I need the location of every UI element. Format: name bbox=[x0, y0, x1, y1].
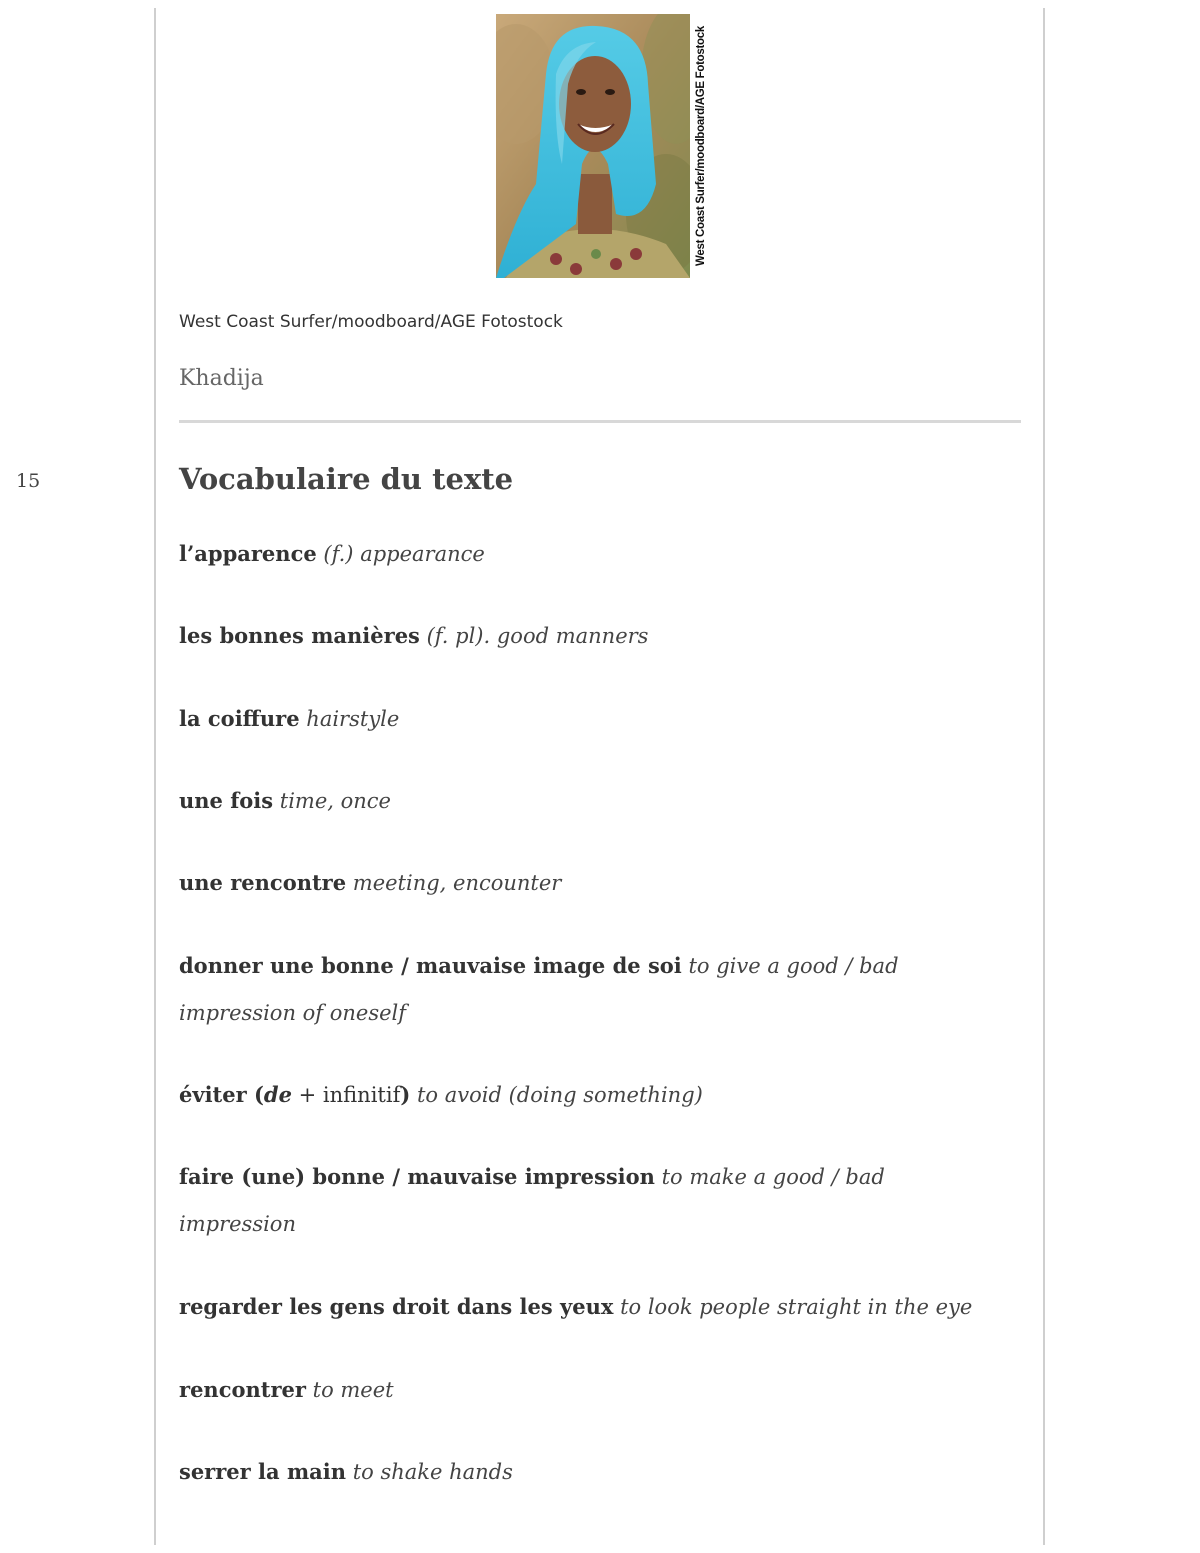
vocab-term: les bonnes manières bbox=[179, 623, 420, 648]
vocab-gloss: to avoid (doing something) bbox=[416, 1083, 703, 1107]
vocab-item bbox=[179, 942, 939, 1037]
vocab-gloss: to meet bbox=[312, 1378, 394, 1402]
vocab-term: regarder les gens droit dans les yeux bbox=[179, 1294, 614, 1319]
vocab-item bbox=[179, 777, 1021, 825]
vocab-term: rencontrer bbox=[179, 1377, 306, 1402]
vocab-item bbox=[179, 530, 1021, 578]
vocab-tag: (f. pl). bbox=[426, 624, 491, 648]
vocab-item bbox=[179, 1283, 1021, 1331]
vocab-term: une rencontre bbox=[179, 870, 347, 895]
vocab-gloss: hairstyle bbox=[306, 707, 400, 731]
vocab-term: l’apparence bbox=[179, 541, 317, 566]
vocab-term: une fois bbox=[179, 788, 274, 813]
vocab-term: faire (une) bonne / mauvaise impression bbox=[179, 1164, 655, 1189]
section-heading: Vocabulaire du texte bbox=[179, 462, 514, 496]
person-name: Khadija bbox=[179, 366, 264, 391]
vocab-gloss: to make a good / bad impression bbox=[179, 1165, 885, 1236]
vocab-gloss: to shake hands bbox=[352, 1460, 513, 1484]
portrait-photo bbox=[496, 14, 690, 278]
vocab-gloss: time, once bbox=[279, 789, 391, 813]
vocab-gloss: appearance bbox=[360, 542, 485, 566]
vocab-item bbox=[179, 1071, 1021, 1119]
portrait-figure bbox=[496, 14, 712, 278]
vocab-term: éviter (de + infinitif) bbox=[179, 1082, 411, 1107]
vocab-term: donner une bonne / mauvaise image de soi bbox=[179, 953, 682, 978]
vocab-item bbox=[179, 612, 1021, 660]
vocab-item bbox=[179, 859, 1021, 907]
photo-credit-vertical: West Coast Surfer/moodboard/AGE Fotostock bbox=[695, 26, 707, 266]
vocab-tag: (f.) bbox=[323, 542, 354, 566]
vocab-item bbox=[179, 695, 1021, 743]
vocab-item bbox=[179, 1153, 939, 1248]
vocab-gloss: meeting, encounter bbox=[352, 871, 562, 895]
right-margin-rule bbox=[1043, 8, 1045, 1545]
vocab-gloss: good manners bbox=[496, 624, 649, 648]
vocab-item bbox=[179, 1448, 1021, 1496]
page-number: 15 bbox=[16, 470, 41, 492]
vocab-term: la coiffure bbox=[179, 706, 300, 731]
vocab-gloss: to look people straight in the eye bbox=[620, 1295, 973, 1319]
vocab-term: serrer la main bbox=[179, 1459, 347, 1484]
section-divider bbox=[179, 420, 1021, 423]
vocab-gloss: to give a good / bad impression of oneself bbox=[179, 954, 899, 1025]
photo-caption: West Coast Surfer/moodboard/AGE Fotostock bbox=[179, 312, 563, 332]
left-margin-rule bbox=[154, 8, 156, 1545]
vocab-item bbox=[179, 1366, 1021, 1414]
